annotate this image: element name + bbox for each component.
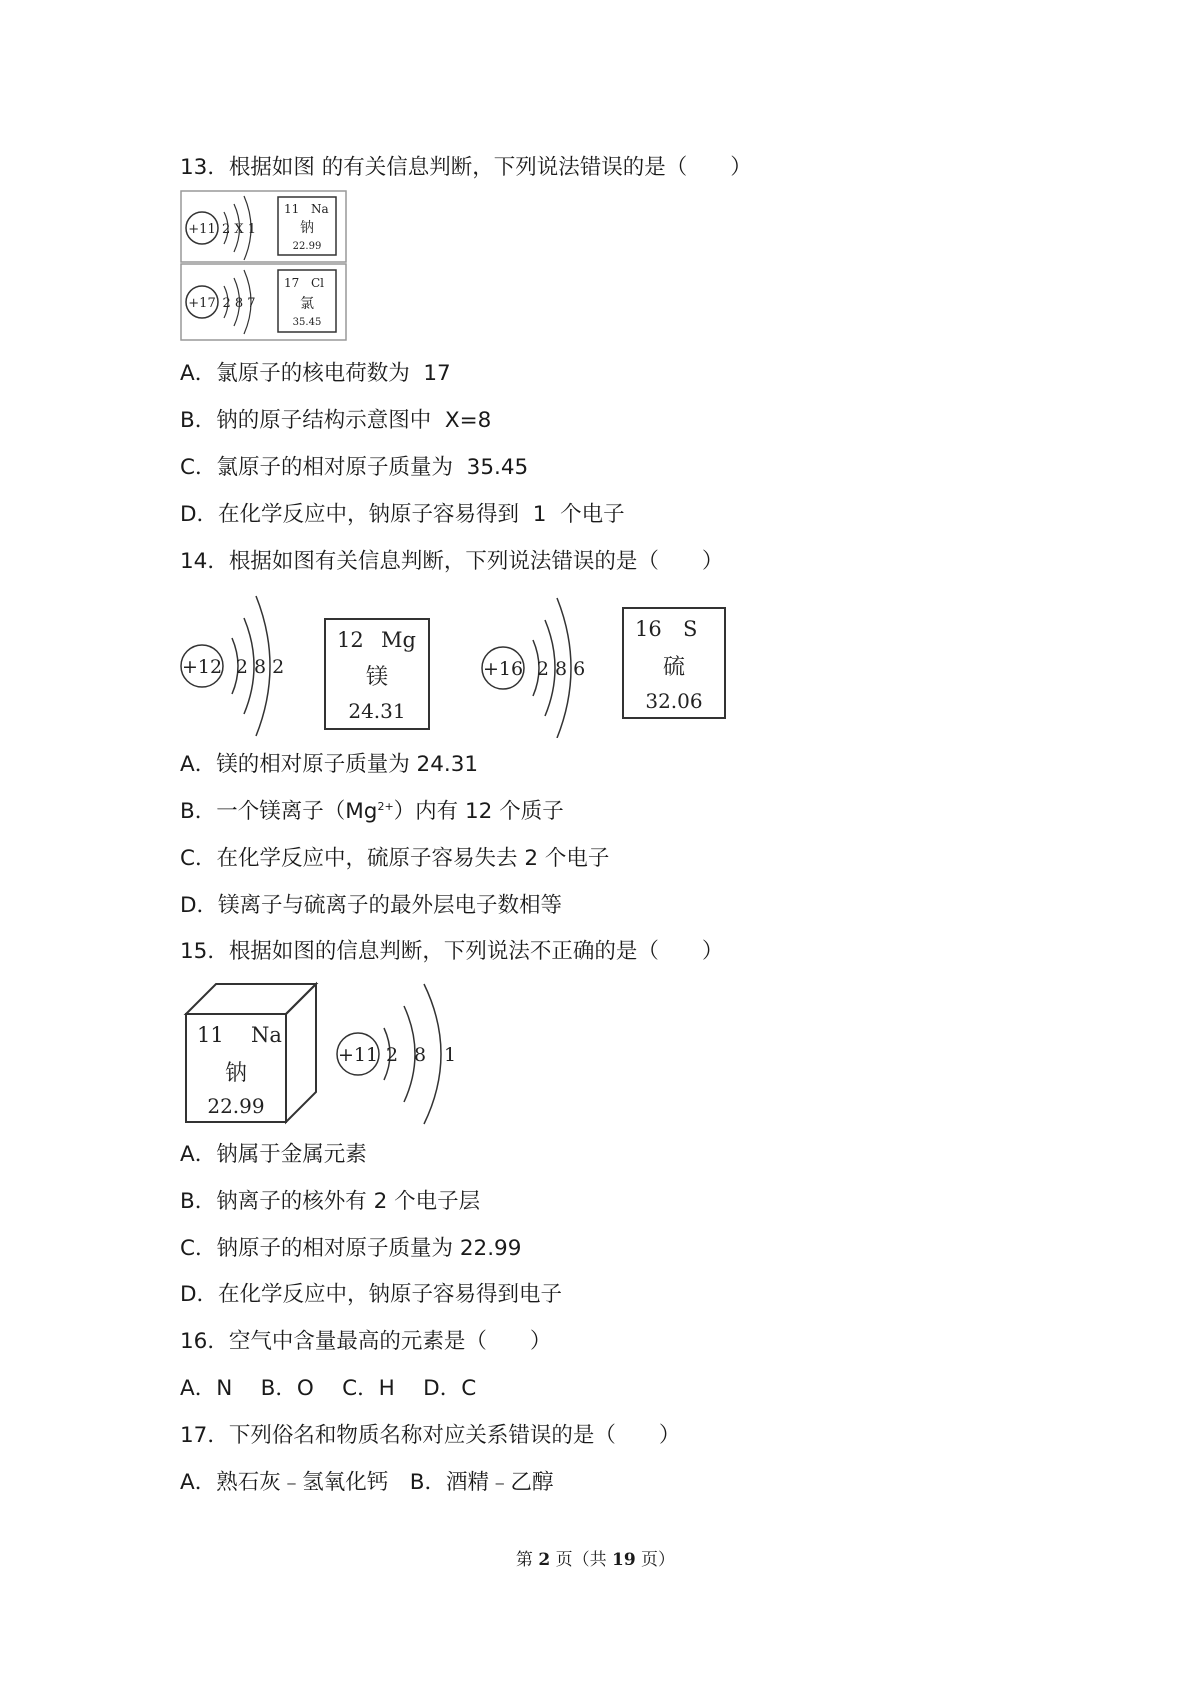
q14-s-electrons: 2 8 6: [536, 658, 586, 680]
q15-number: 11: [197, 1023, 224, 1047]
q14-stem: 14．根据如图有关信息判断，下列说法错误的是（ ）: [180, 549, 724, 574]
q14-s-nucleus: +16: [482, 658, 524, 680]
q13-cl-name: 氯: [300, 296, 314, 312]
q13-option-a: A．氯原子的核电荷数为 17: [180, 361, 451, 386]
footer-text-mid: 页（共: [550, 1550, 612, 1570]
q13-stem: 13．根据如图 的有关信息判断，下列说法错误的是（ ）: [180, 155, 752, 180]
q14-option-b-charge: 2+: [377, 800, 394, 813]
q17-options: A．熟石灰﹣氢氧化钙 B．酒精﹣乙醇: [180, 1470, 554, 1495]
q13-na-name: 钠: [300, 220, 314, 236]
q16-options: A．N B．O C．H D．C: [180, 1376, 477, 1401]
q14-mg-name: 镁: [365, 665, 389, 690]
q13-option-c: C．氯原子的相对原子质量为 35.45: [180, 455, 529, 480]
footer-text-pre: 第: [515, 1550, 539, 1570]
q15-electrons-shell1: 2: [385, 1044, 399, 1066]
q14-s-name: 硫: [662, 655, 686, 680]
q13-cl-mass: 35.45: [292, 317, 322, 328]
q15-symbol: Na: [251, 1023, 282, 1047]
q14-mg-mass: 24.31: [348, 699, 406, 723]
q13-cl-number: 17: [284, 276, 300, 290]
q13-na-mass: 22.99: [292, 241, 322, 252]
q14-s-mass: 32.06: [645, 689, 703, 713]
q14-option-b: [180, 797, 564, 827]
q15-electrons-shell2: 8: [413, 1044, 427, 1066]
q15-option-a: A．钠属于金属元素: [180, 1142, 367, 1167]
q14-mg-nucleus: +12: [181, 656, 223, 678]
q14-option-d: D．镁离子与硫离子的最外层电子数相等: [180, 893, 563, 918]
q13-cl-nucleus: +17: [188, 296, 216, 311]
q14-option-b-text: B．一个镁离子（Mg: [180, 799, 378, 824]
q15-option-d: D．在化学反应中，钠原子容易得到电子: [180, 1282, 563, 1307]
q15-electrons-shell3: 1: [443, 1044, 457, 1066]
q15-nucleus: +11: [337, 1044, 379, 1066]
q13-cl-symbol: Cl: [311, 276, 325, 290]
q14-figure: [180, 588, 740, 738]
footer-total-pages: 19: [611, 1550, 636, 1570]
q15-name: 钠: [224, 1061, 248, 1086]
q14-s-number: 16: [635, 617, 662, 641]
q14-s-symbol: S: [683, 617, 698, 641]
q15-option-c: C．钠原子的相对原子质量为 22.99: [180, 1236, 522, 1261]
q14-mg-number: 12: [337, 628, 364, 652]
q14-mg-electrons: 2 8 2: [235, 656, 285, 678]
q13-figure: [180, 190, 348, 342]
q14-option-b-text-end: ）内有 12 个质子: [393, 799, 564, 824]
q16-stem: 16．空气中含量最高的元素是（ ）: [180, 1329, 552, 1354]
q13-option-b: B．钠的原子结构示意图中 X=8: [180, 408, 492, 433]
q14-option-a: A．镁的相对原子质量为 24.31: [180, 752, 479, 777]
footer-page-number: 2: [538, 1550, 551, 1570]
q15-option-b: B．钠离子的核外有 2 个电子层: [180, 1189, 481, 1214]
q15-stem: 15．根据如图的信息判断，下列说法不正确的是（ ）: [180, 939, 724, 964]
q13-cl-electrons: 2 8 7: [222, 296, 256, 311]
q13-na-electrons: 2 X 1: [221, 222, 257, 237]
q13-na-nucleus: +11: [188, 222, 216, 237]
q13-na-number: 11: [284, 202, 300, 216]
q17-stem: 17．下列俗名和物质名称对应关系错误的是（ ）: [180, 1423, 681, 1448]
q15-figure: [180, 980, 470, 1130]
q14-option-c: C．在化学反应中，硫原子容易失去 2 个电子: [180, 846, 610, 871]
q15-mass: 22.99: [207, 1094, 265, 1118]
q13-option-d: D．在化学反应中，钠原子容易得到 1 个电子: [180, 502, 625, 527]
q14-mg-symbol: Mg: [381, 628, 416, 652]
q13-na-symbol: Na: [311, 202, 329, 216]
page-footer: [0, 1545, 1191, 1570]
footer-text-post: 页）: [635, 1550, 676, 1570]
